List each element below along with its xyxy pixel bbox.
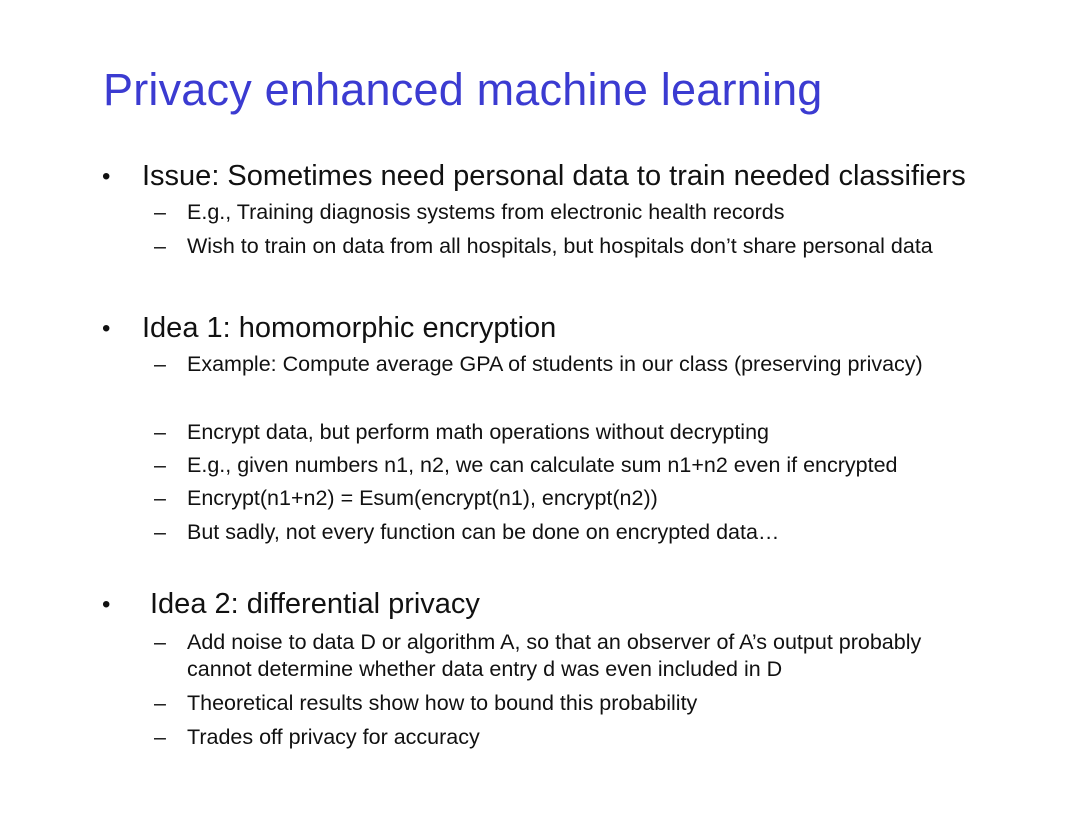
bullet-marker: • bbox=[102, 591, 111, 618]
sub-item: But sadly, not every function can be done on encrypted data… bbox=[187, 520, 780, 544]
sub-item-continuation: cannot determine whether data entry d was even included in D bbox=[187, 657, 783, 681]
sub-item: E.g., given numbers n1, n2, we can calculate sum n1+n2 even if encrypted bbox=[187, 453, 898, 477]
bullet-marker: • bbox=[102, 315, 111, 342]
dash-marker: – bbox=[154, 420, 166, 444]
dash-marker: – bbox=[154, 453, 166, 477]
dash-marker: – bbox=[154, 234, 166, 258]
dash-marker: – bbox=[154, 725, 166, 749]
dash-marker: – bbox=[154, 520, 166, 544]
sub-item: Add noise to data D or algorithm A, so that an observer of A’s output probably bbox=[187, 630, 922, 654]
sub-item: Encrypt(n1+n2) = Esum(encrypt(n1), encrypt(n2)) bbox=[187, 486, 658, 510]
dash-marker: – bbox=[154, 486, 166, 510]
bullet-idea-2: Idea 2: differential privacy bbox=[150, 588, 480, 620]
dash-marker: – bbox=[154, 352, 166, 376]
sub-item: Example: Compute average GPA of students in our class (preserving privacy) bbox=[187, 352, 923, 376]
slide-title: Privacy enhanced machine learning bbox=[103, 64, 823, 115]
sub-item: Encrypt data, but perform math operations without decrypting bbox=[187, 420, 770, 444]
sub-item: Trades off privacy for accuracy bbox=[187, 725, 480, 749]
dash-marker: – bbox=[154, 630, 166, 654]
bullet-issue: Issue: Sometimes need personal data to train needed classifiers bbox=[142, 160, 966, 192]
sub-item: Wish to train on data from all hospitals, but hospitals don’t share personal data bbox=[187, 234, 933, 258]
dash-marker: – bbox=[154, 691, 166, 715]
sub-item: Theoretical results show how to bound this probability bbox=[187, 691, 698, 715]
dash-marker: – bbox=[154, 200, 166, 224]
bullet-marker: • bbox=[102, 163, 111, 190]
bullet-idea-1: Idea 1: homomorphic encryption bbox=[142, 312, 557, 344]
sub-item: E.g., Training diagnosis systems from electronic health records bbox=[187, 200, 785, 224]
